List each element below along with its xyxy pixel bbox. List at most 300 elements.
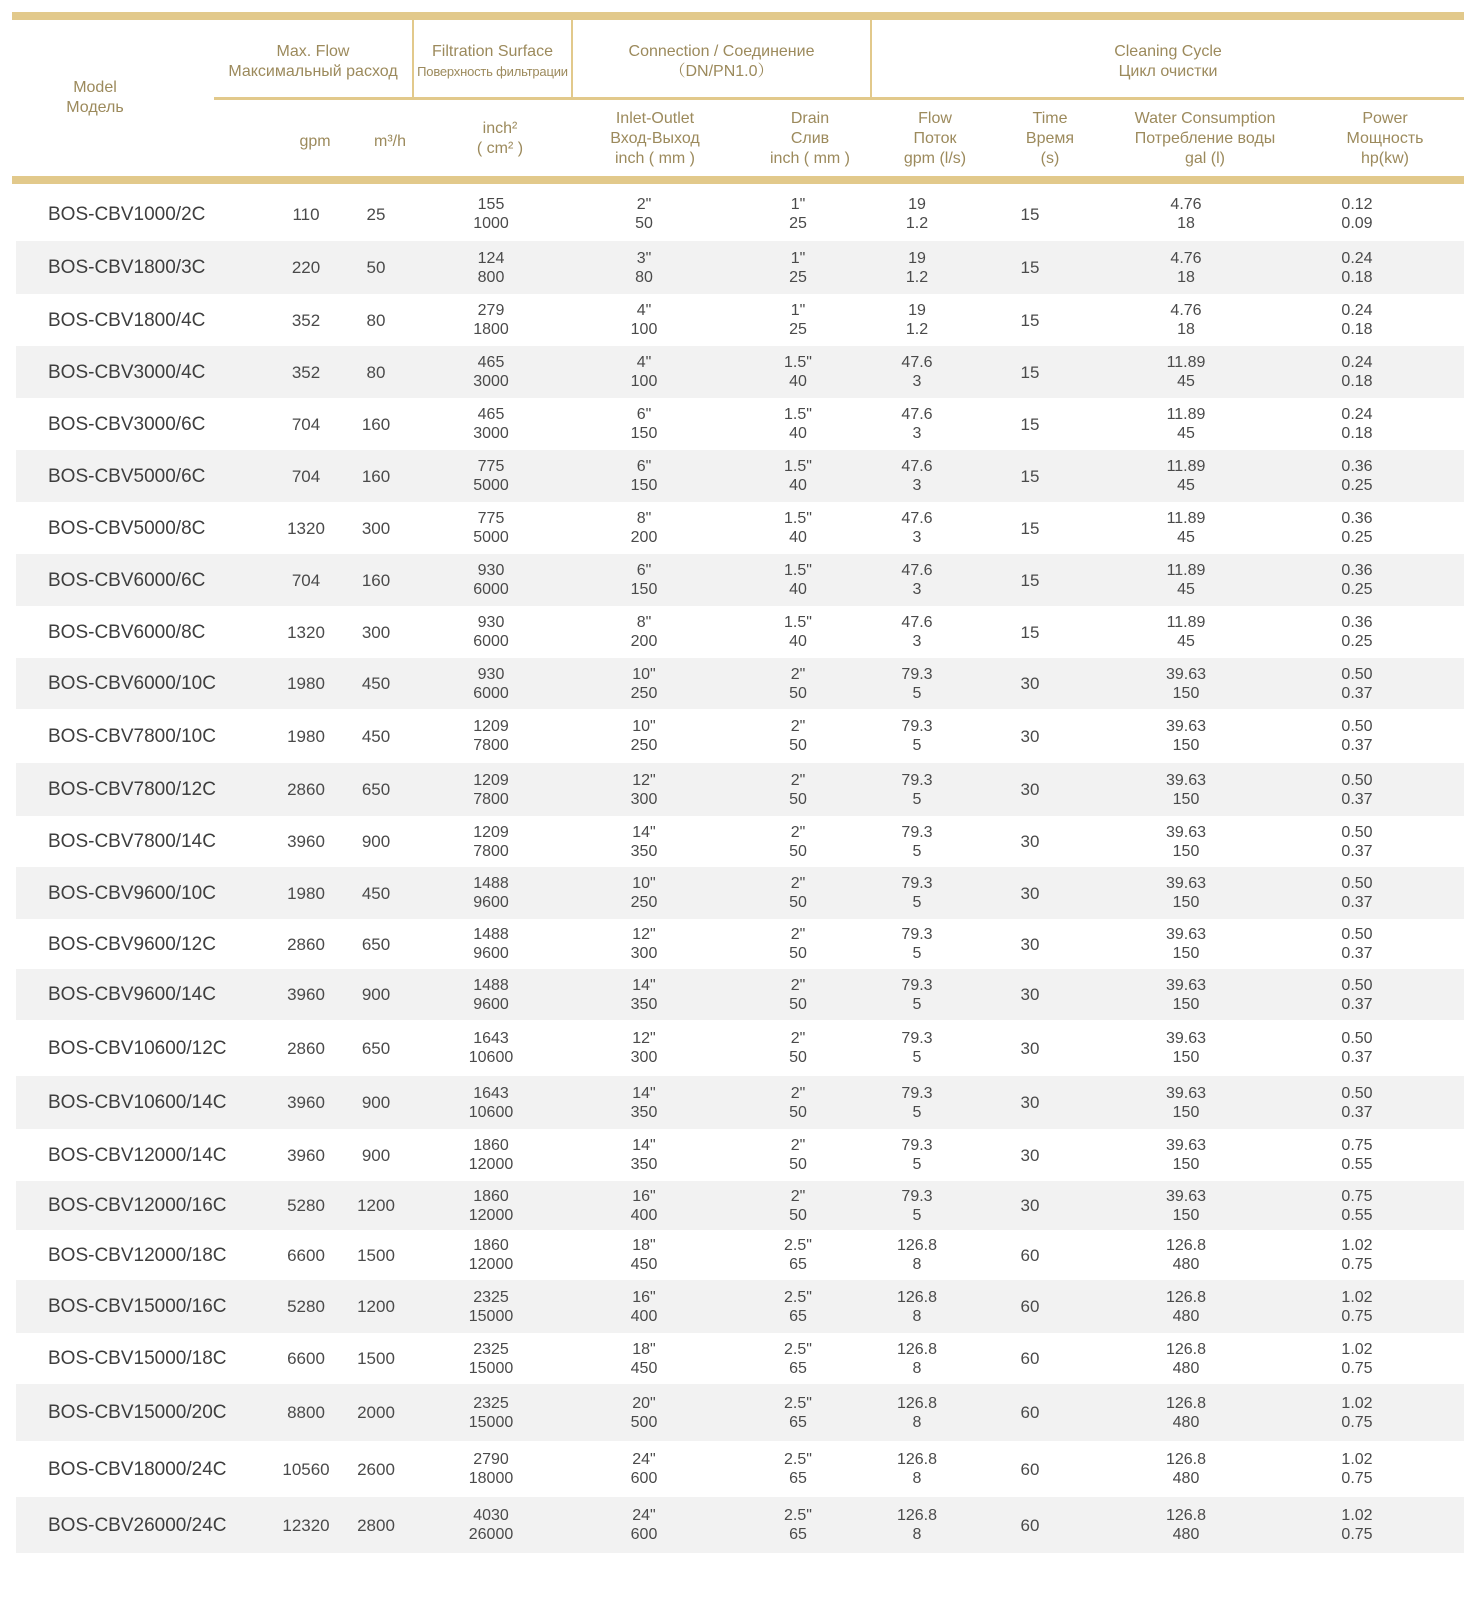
water-consumption-cell-line: 150 [1172, 684, 1200, 702]
flow-cell-line: 5 [912, 790, 922, 808]
flow-cell-line: 5 [912, 1206, 922, 1224]
inlet-outlet-cell-line: 200 [630, 633, 658, 650]
m3h-cell: 1200 [357, 1196, 395, 1215]
table-row [16, 502, 1464, 554]
drain-cell-line: 50 [789, 894, 807, 911]
m3h-cell: 160 [361, 414, 391, 434]
time-cell: 30 [1020, 832, 1040, 851]
model-cell: BOS-CBV6000/6C [48, 569, 206, 591]
inlet-outlet-cell-line: 450 [630, 1359, 658, 1377]
area-cell [436, 606, 546, 658]
drain-cell-line: 2" [790, 875, 806, 892]
area-cell-line: 12000 [468, 1256, 514, 1273]
power-cell [1307, 241, 1407, 294]
gpm-cell: 3960 [287, 1093, 325, 1112]
time-cell: 15 [1020, 414, 1040, 434]
time-cell: 30 [1020, 985, 1040, 1004]
flow-cell-line: 5 [912, 1156, 922, 1173]
m3h-cell: 80 [366, 310, 386, 330]
drain-cell [748, 398, 848, 450]
area-cell-line: 930 [477, 614, 505, 631]
inlet-outlet-cell-line: 150 [630, 581, 658, 598]
drain-cell-line: 2" [790, 976, 806, 994]
drain-cell-line: 65 [789, 1526, 807, 1543]
connection-header: Connection / Соединение （DN/PN1.0） [628, 43, 815, 80]
area-cell [436, 1020, 546, 1076]
flow-cell-line: 5 [912, 945, 922, 962]
area-cell-line: 18000 [468, 1470, 514, 1487]
water-consumption-cell [1126, 1280, 1246, 1333]
power-cell-line: 0.50 [1341, 875, 1373, 892]
power-cell [1307, 554, 1407, 606]
flow-cell [867, 763, 967, 816]
table-row [16, 1076, 1464, 1129]
table-row [16, 1497, 1464, 1553]
water-consumption-cell-line: 480 [1172, 1256, 1200, 1273]
model-cell: BOS-CBV26000/24C [48, 1514, 227, 1536]
power-cell-line: 0.18 [1341, 425, 1373, 442]
flow-cell-line: 1.2 [905, 268, 929, 286]
gpm-cell: 8800 [287, 1403, 325, 1422]
top-rule [12, 12, 1464, 20]
flow-cell-line: 19 [908, 302, 926, 319]
drain-cell [748, 450, 848, 502]
power-cell [1307, 709, 1407, 763]
table-row [16, 867, 1464, 919]
flow-cell-line: 19 [908, 249, 926, 267]
m3h-cell: 300 [361, 622, 391, 642]
power-cell-line: 0.09 [1341, 215, 1373, 232]
inlet-outlet-cell [589, 867, 699, 919]
water-consumption-cell-line: 150 [1172, 737, 1200, 754]
flow-cell [867, 450, 967, 502]
m3h-cell: 2600 [357, 1459, 395, 1479]
area-cell-line: 15000 [468, 1359, 514, 1377]
area-cell-line: 1209 [473, 771, 509, 789]
area-cell-line: 279 [477, 302, 505, 319]
power-cell [1307, 502, 1407, 554]
time-cell: 15 [1020, 622, 1040, 642]
model-cell: BOS-CBV12000/14C [48, 1144, 227, 1166]
flow-cell [867, 1497, 967, 1553]
time-cell: 15 [1020, 258, 1040, 277]
area-cell [436, 450, 546, 502]
power-cell-line: 0.37 [1341, 790, 1373, 808]
drain-cell-line: 2.5" [784, 1288, 812, 1306]
inlet-outlet-cell-line: 350 [630, 1103, 658, 1121]
flow-cell-line: 47.6 [901, 354, 933, 371]
area-cell-line: 1860 [473, 1237, 509, 1254]
drain-cell-line: 1.5" [784, 614, 812, 631]
flow-cell [867, 606, 967, 658]
gpm-cell: 220 [291, 258, 321, 277]
drain-cell-line: 2" [790, 718, 806, 735]
table-row [16, 294, 1464, 346]
model-cell: BOS-CBV1800/3C [48, 257, 206, 278]
power-cell-line: 0.18 [1341, 268, 1373, 286]
water-consumption-cell [1126, 816, 1246, 867]
area-cell [436, 346, 546, 398]
flow-cell-line: 79.3 [901, 1137, 933, 1154]
water-consumption-cell [1126, 1333, 1246, 1384]
power-cell [1307, 1076, 1407, 1129]
model-cell: BOS-CBV7800/12C [48, 779, 216, 800]
gpm-cell: 704 [291, 466, 321, 486]
power-cell [1307, 1441, 1407, 1497]
model-cell: BOS-CBV6000/8C [48, 621, 206, 643]
area-cell-line: 4030 [473, 1507, 509, 1524]
model-cell: BOS-CBV10600/12C [48, 1037, 227, 1059]
drain-cell [748, 1497, 848, 1553]
power-cell-line: 0.37 [1341, 1103, 1373, 1121]
area-cell [436, 919, 546, 969]
m3h-cell: 650 [361, 934, 391, 954]
water-consumption-cell [1126, 502, 1246, 554]
water-consumption-cell [1126, 1076, 1246, 1129]
power-cell [1307, 658, 1407, 709]
inlet-outlet-cell [589, 606, 699, 658]
inlet-outlet-cell-line: 500 [630, 1413, 658, 1431]
water-consumption-cell-line: 45 [1177, 425, 1195, 442]
power-cell-line: 1.02 [1341, 1340, 1373, 1358]
power-cell [1307, 816, 1407, 867]
inlet-outlet-cell [589, 816, 699, 867]
drain-cell [748, 867, 848, 919]
drain-cell-line: 50 [789, 842, 807, 860]
power-cell [1307, 294, 1407, 346]
flow-cell-line: 126.8 [896, 1394, 938, 1412]
flow-cell-line: 3 [912, 425, 922, 442]
power-cell [1307, 346, 1407, 398]
area-cell-line: 1800 [473, 321, 509, 338]
water-consumption-cell-line: 150 [1172, 995, 1200, 1013]
time-cell: 15 [1020, 310, 1040, 330]
flow-cell [867, 1280, 967, 1333]
drain-cell-line: 40 [789, 581, 807, 598]
gpm-cell: 10560 [282, 1459, 330, 1479]
power-cell [1307, 450, 1407, 502]
inlet-outlet-cell-line: 6" [636, 458, 652, 475]
water-consumption-header: Water Consumption Потребление воды gal (l) [1134, 110, 1276, 167]
flow-cell-line: 79.3 [901, 771, 933, 789]
inlet-outlet-cell-line: 24" [632, 1451, 656, 1468]
area-cell [436, 969, 546, 1020]
table-row [16, 187, 1464, 241]
time-cell: 30 [1020, 1038, 1040, 1058]
power-cell [1307, 1129, 1407, 1181]
flow-cell-line: 79.3 [901, 875, 933, 892]
water-consumption-cell-line: 480 [1172, 1359, 1200, 1377]
flow-cell-line: 8 [912, 1256, 922, 1273]
time-cell: 60 [1020, 1515, 1040, 1535]
max-flow-header: Max. Flow Максимальный расход [228, 43, 398, 80]
flow-cell-line: 5 [912, 684, 922, 702]
table-row [16, 554, 1464, 606]
gpm-cell: 1320 [287, 622, 325, 642]
power-cell-line: 0.50 [1341, 718, 1373, 735]
water-consumption-cell-line: 4.76 [1170, 302, 1202, 319]
inlet-outlet-cell-line: 20" [632, 1394, 656, 1412]
water-consumption-cell-line: 39.63 [1165, 1137, 1207, 1154]
time-cell: 15 [1020, 362, 1040, 382]
inlet-outlet-cell [589, 187, 699, 241]
gpm-cell: 2860 [287, 1038, 325, 1058]
area-cell-line: 1488 [473, 926, 509, 943]
flow-cell-line: 8 [912, 1359, 922, 1377]
power-cell [1307, 867, 1407, 919]
water-consumption-cell-line: 45 [1177, 477, 1195, 494]
drain-cell [748, 187, 848, 241]
water-consumption-cell-line: 45 [1177, 373, 1195, 390]
m3h-header: m³/h [374, 133, 406, 150]
inlet-outlet-cell [589, 294, 699, 346]
drain-cell [748, 1280, 848, 1333]
area-cell-line: 7800 [473, 842, 509, 860]
flow-cell-line: 126.8 [896, 1288, 938, 1306]
power-cell-line: 0.75 [1341, 1413, 1373, 1431]
table-row [16, 450, 1464, 502]
drain-cell [748, 763, 848, 816]
model-cell: BOS-CBV9600/10C [48, 882, 216, 904]
drain-cell-line: 50 [789, 1156, 807, 1173]
area-cell-line: 930 [477, 665, 505, 683]
inlet-outlet-cell-line: 16" [632, 1288, 656, 1306]
m3h-cell: 80 [366, 362, 386, 382]
time-cell: 30 [1020, 883, 1040, 903]
water-consumption-cell [1126, 398, 1246, 450]
gpm-cell: 6600 [287, 1245, 325, 1265]
area-cell-line: 9600 [473, 945, 509, 962]
m3h-cell: 160 [361, 466, 391, 486]
drain-cell-line: 2.5" [784, 1507, 812, 1524]
drain-cell-line: 40 [789, 477, 807, 494]
water-consumption-cell [1126, 346, 1246, 398]
drain-cell-line: 1" [790, 302, 806, 319]
inlet-outlet-cell-line: 400 [630, 1206, 658, 1224]
water-consumption-cell-line: 39.63 [1165, 823, 1207, 841]
flow-cell [867, 709, 967, 763]
flow-cell-line: 5 [912, 737, 922, 754]
inlet-outlet-cell-line: 18" [632, 1237, 656, 1254]
power-cell [1307, 187, 1407, 241]
area-cell [436, 1129, 546, 1181]
area-cell-line: 2325 [473, 1394, 509, 1412]
inlet-outlet-cell-line: 200 [630, 529, 658, 546]
drain-cell [748, 658, 848, 709]
power-cell-line: 0.75 [1341, 1137, 1373, 1154]
flow-cell [867, 1129, 967, 1181]
water-consumption-cell-line: 11.89 [1166, 354, 1206, 371]
gpm-cell: 6600 [287, 1349, 325, 1368]
area-cell-line: 1643 [473, 1030, 509, 1047]
area-cell-line: 1488 [473, 976, 509, 994]
drain-cell-line: 2" [790, 926, 806, 943]
area-cell-line: 5000 [473, 477, 509, 494]
power-cell-line: 0.50 [1341, 976, 1373, 994]
table-row [16, 1333, 1464, 1384]
area-cell [436, 1230, 546, 1280]
inlet-outlet-cell [589, 763, 699, 816]
model-cell: BOS-CBV6000/10C [48, 673, 216, 694]
power-cell-line: 0.55 [1341, 1206, 1373, 1224]
power-cell-line: 0.37 [1341, 684, 1373, 702]
inlet-outlet-cell-line: 50 [635, 215, 653, 232]
water-consumption-cell-line: 45 [1177, 529, 1195, 546]
area-cell [436, 1497, 546, 1553]
flow-cell-line: 5 [912, 1103, 922, 1121]
power-cell [1307, 1333, 1407, 1384]
power-cell-line: 0.50 [1341, 823, 1373, 841]
power-cell [1307, 1181, 1407, 1230]
table-row [16, 346, 1464, 398]
power-cell-line: 0.36 [1341, 562, 1373, 579]
m3h-cell: 450 [361, 674, 391, 693]
flow-cell-line: 5 [912, 842, 922, 860]
drain-cell-line: 2" [790, 1137, 806, 1154]
flow-cell-line: 79.3 [901, 823, 933, 841]
gpm-cell: 3960 [287, 1145, 325, 1165]
table-row [16, 969, 1464, 1020]
area-cell [436, 867, 546, 919]
water-consumption-cell-line: 126.8 [1165, 1394, 1207, 1412]
area-cell-line: 1860 [473, 1137, 509, 1154]
area-cell [436, 1280, 546, 1333]
area-cell-line: 3000 [473, 373, 509, 390]
flow-cell-line: 79.3 [901, 1030, 933, 1047]
flow-cell-line: 79.3 [901, 665, 933, 683]
drain-cell [748, 1230, 848, 1280]
area-cell-line: 1860 [473, 1187, 509, 1205]
time-cell: 30 [1020, 780, 1040, 799]
gpm-cell: 704 [291, 414, 321, 434]
power-cell-line: 0.24 [1341, 354, 1373, 371]
inlet-outlet-cell [589, 1181, 699, 1230]
drain-cell [748, 816, 848, 867]
flow-cell [867, 398, 967, 450]
table-row [16, 1280, 1464, 1333]
power-cell-line: 0.18 [1341, 321, 1373, 338]
water-consumption-cell [1126, 709, 1246, 763]
water-consumption-cell-line: 11.89 [1166, 562, 1206, 579]
power-cell [1307, 606, 1407, 658]
model-cell: BOS-CBV15000/20C [48, 1402, 227, 1423]
area-cell-line: 775 [477, 510, 505, 527]
inlet-outlet-cell-line: 4" [636, 302, 652, 319]
flow-cell [867, 1020, 967, 1076]
drain-cell-line: 50 [789, 684, 807, 702]
flow-header: Flow Поток gpm (l/s) [903, 110, 967, 167]
gpm-cell: 110 [292, 204, 320, 224]
power-cell-line: 1.02 [1341, 1237, 1373, 1254]
flow-cell-line: 19 [908, 196, 926, 213]
area-cell-line: 6000 [473, 581, 509, 598]
power-cell-line: 0.75 [1341, 1256, 1373, 1273]
model-cell: BOS-CBV12000/18C [48, 1244, 227, 1266]
gpm-cell: 12320 [282, 1515, 330, 1535]
flow-cell-line: 3 [912, 477, 922, 494]
gpm-cell: 3960 [287, 985, 325, 1004]
time-cell: 60 [1020, 1459, 1040, 1479]
water-consumption-cell-line: 11.89 [1166, 614, 1206, 631]
power-cell [1307, 919, 1407, 969]
drain-header: Drain Слив inch ( mm ) [770, 110, 850, 167]
inlet-outlet-cell-line: 16" [632, 1187, 656, 1205]
drain-cell-line: 50 [789, 1049, 807, 1066]
power-cell-line: 0.12 [1341, 196, 1373, 213]
flow-cell-line: 3 [912, 373, 922, 390]
drain-cell [748, 1076, 848, 1129]
drain-cell [748, 606, 848, 658]
area-cell-line: 6000 [473, 684, 509, 702]
power-cell-line: 0.37 [1341, 995, 1373, 1013]
time-cell: 30 [1020, 674, 1040, 693]
drain-cell-line: 1.5" [784, 510, 812, 527]
water-consumption-cell-line: 39.63 [1165, 875, 1207, 892]
water-consumption-cell-line: 39.63 [1165, 1030, 1207, 1047]
drain-cell-line: 40 [789, 529, 807, 546]
flow-cell-line: 8 [912, 1413, 922, 1431]
water-consumption-cell [1126, 1230, 1246, 1280]
gpm-header: gpm [299, 133, 331, 150]
flow-cell-line: 126.8 [896, 1340, 938, 1358]
area-cell-line: 1209 [473, 718, 509, 735]
area-unit-header: inch² ( cm² ) [476, 120, 524, 157]
flow-cell-line: 8 [912, 1307, 922, 1325]
m3h-cell: 900 [361, 832, 391, 851]
water-consumption-cell-line: 480 [1172, 1413, 1200, 1431]
area-cell-line: 1488 [473, 875, 509, 892]
time-cell: 30 [1020, 1145, 1040, 1165]
flow-cell-line: 1.2 [905, 321, 929, 338]
area-cell [436, 398, 546, 450]
flow-cell-line: 47.6 [901, 562, 933, 579]
m3h-cell: 50 [366, 258, 386, 277]
water-consumption-cell-line: 39.63 [1165, 771, 1207, 789]
inlet-outlet-cell-line: 12" [632, 1030, 656, 1047]
inlet-outlet-cell-line: 10" [632, 665, 656, 683]
inlet-outlet-cell-line: 350 [630, 995, 658, 1013]
drain-cell-line: 1.5" [784, 406, 812, 423]
water-consumption-cell [1126, 658, 1246, 709]
time-cell: 30 [1020, 1093, 1040, 1112]
inlet-outlet-cell-line: 10" [632, 718, 656, 735]
gpm-cell: 1320 [287, 518, 325, 538]
power-cell-line: 0.75 [1341, 1359, 1373, 1377]
area-cell-line: 1000 [473, 215, 509, 232]
drain-cell-line: 50 [789, 1206, 807, 1224]
water-consumption-cell [1126, 450, 1246, 502]
model-cell: BOS-CBV7800/10C [48, 725, 216, 747]
drain-cell-line: 65 [789, 1256, 807, 1273]
flow-cell-line: 126.8 [896, 1237, 938, 1254]
water-consumption-cell-line: 39.63 [1165, 718, 1207, 735]
water-consumption-cell-line: 150 [1172, 1103, 1200, 1121]
power-cell-line: 0.75 [1341, 1187, 1373, 1205]
flow-cell-line: 8 [912, 1526, 922, 1543]
drain-cell-line: 2.5" [784, 1394, 812, 1412]
inlet-outlet-cell-line: 6" [636, 562, 652, 579]
gpm-cell: 352 [291, 362, 321, 382]
gpm-cell: 704 [291, 570, 321, 590]
inlet-outlet-cell [589, 1020, 699, 1076]
gpm-cell: 5280 [287, 1297, 325, 1316]
m3h-cell: 2000 [357, 1403, 395, 1422]
inlet-outlet-cell [589, 1076, 699, 1129]
power-cell-line: 0.25 [1341, 581, 1373, 598]
power-cell [1307, 1020, 1407, 1076]
power-cell-line: 0.37 [1341, 1049, 1373, 1066]
area-cell-line: 6000 [473, 633, 509, 650]
